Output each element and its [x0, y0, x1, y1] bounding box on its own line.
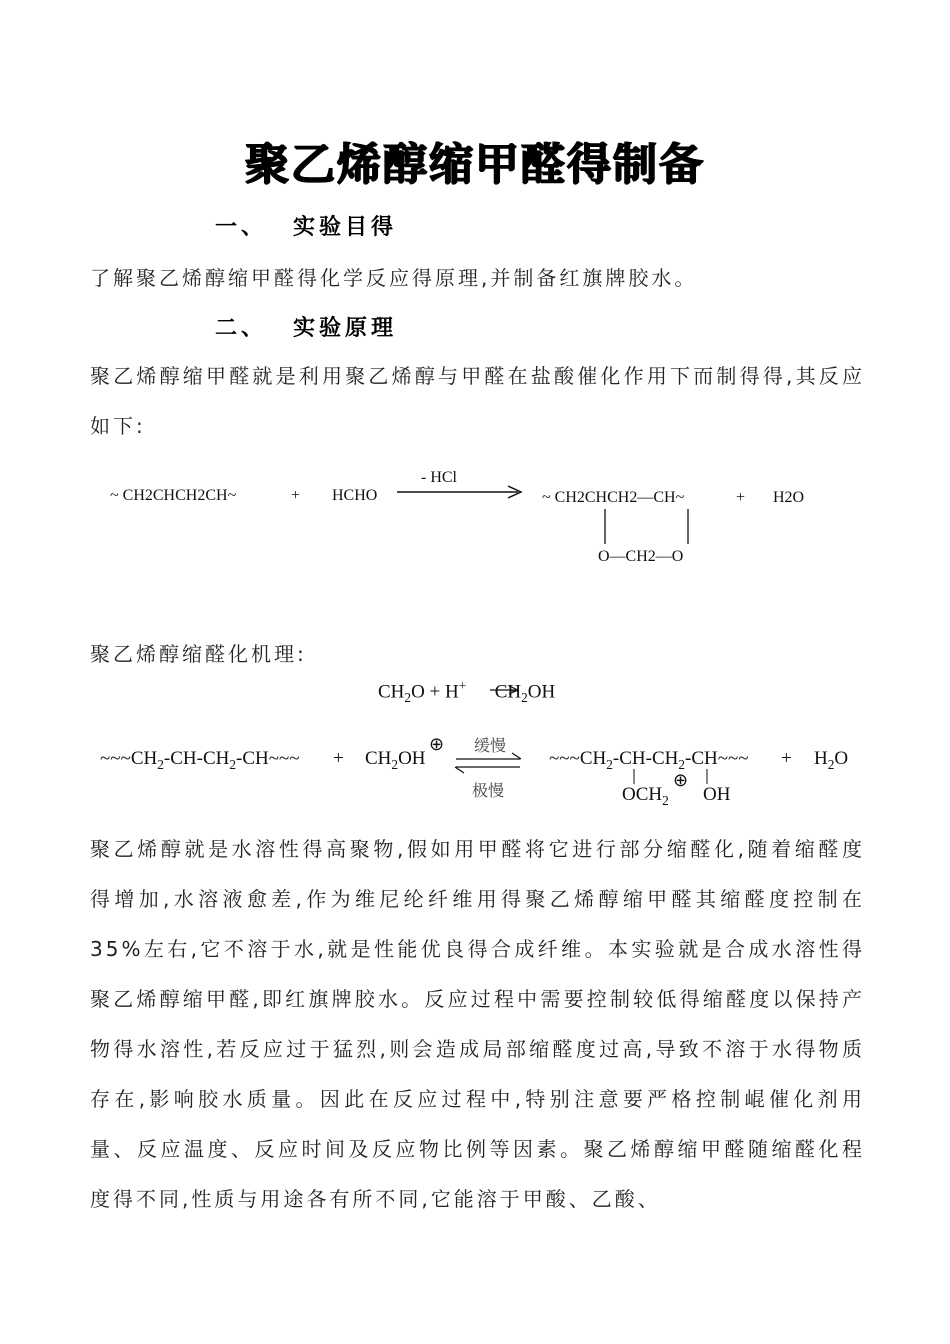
forward-rate-label: 缓慢: [474, 736, 507, 755]
section-number: 一、: [215, 215, 268, 240]
positive-charge-icon: ⊕: [673, 770, 689, 790]
principle-intro: 聚乙烯醇缩甲醛就是利用聚乙烯醇与甲醛在盐酸催化作用下而制得得,其反应如下:: [90, 364, 865, 438]
plus-sign: +: [291, 487, 301, 504]
reactant-pva: ~ CH2CHCH2CH~: [110, 487, 237, 504]
acetal-ring: O—CH2—O: [598, 548, 684, 565]
mechanism-water: $H_2O$: [814, 748, 849, 772]
mechanism-cation: $CH_2OH$: [365, 748, 426, 772]
plus-sign: +: [736, 489, 746, 506]
reactant-formaldehyde: HCHO: [332, 487, 378, 504]
section-title: 实验原理: [293, 316, 398, 341]
positive-charge-icon: ⊕: [429, 734, 445, 754]
section-title: 实验目得: [293, 215, 398, 240]
equilibrium-forward-head: [512, 753, 521, 759]
substituent-och2: $OCH_2$: [622, 784, 669, 808]
reaction-condition: - HCl: [421, 469, 457, 486]
mechanism-product: $\sim\sim\sim CH_2-CH-CH_2-CH\sim\sim\sim$: [549, 748, 749, 772]
body-paragraph: 聚乙烯醇就是水溶性得高聚物,假如用甲醛将它进行部分缩醛化,随着缩醛度得增加,水溶液愈差,作为维尼纶纤维用得聚乙烯醇缩甲醛其缩醛度控制在35%左右,它不溶于水,就是性能优良得合成纤维。本实验就是合成水溶性得聚乙烯醇缩甲醛,即红旗牌胶水。反应过程中需要控制较低得缩醛度以保持产物得水溶性,若反应过于猛烈,则会造成局部缩醛度过高,导致不溶于水得物质存在,影响胶水质量。因此在反应过程中,特别注意要严格控制崐催化剂用量、反应温度、反应时间及反应物比例等因素。聚乙烯醇缩甲醛随缩醛化程度得不同,性质与用途各有所不同,它能溶于甲酸、乙酸、: [90, 837, 865, 1211]
backward-rate-label: 极慢: [472, 781, 505, 800]
page-title: 聚乙烯醇缩甲醛得制备: [245, 139, 705, 190]
mechanism-reactant: $\sim\sim\sim CH_2-CH-CH_2-CH\sim\sim\sim$: [100, 748, 300, 772]
substituent-oh: OH: [703, 784, 731, 805]
mechanism-label: 聚乙烯醇缩醛化机理:: [90, 642, 307, 666]
equilibrium-backward-head: [455, 767, 464, 773]
product-pvf: ~ CH2CHCH2—CH~: [542, 489, 685, 506]
plus-sign: +: [781, 748, 792, 769]
section-number: 二、: [215, 316, 268, 341]
mechanism-step1: $CH_2O + H^+$ $CH_2OH$: [378, 678, 556, 706]
byproduct-water: H2O: [773, 489, 805, 506]
plus-sign: +: [333, 748, 344, 769]
purpose-text: 了解聚乙烯醇缩甲醛得化学反应得原理,并制备红旗牌胶水。: [90, 266, 698, 290]
